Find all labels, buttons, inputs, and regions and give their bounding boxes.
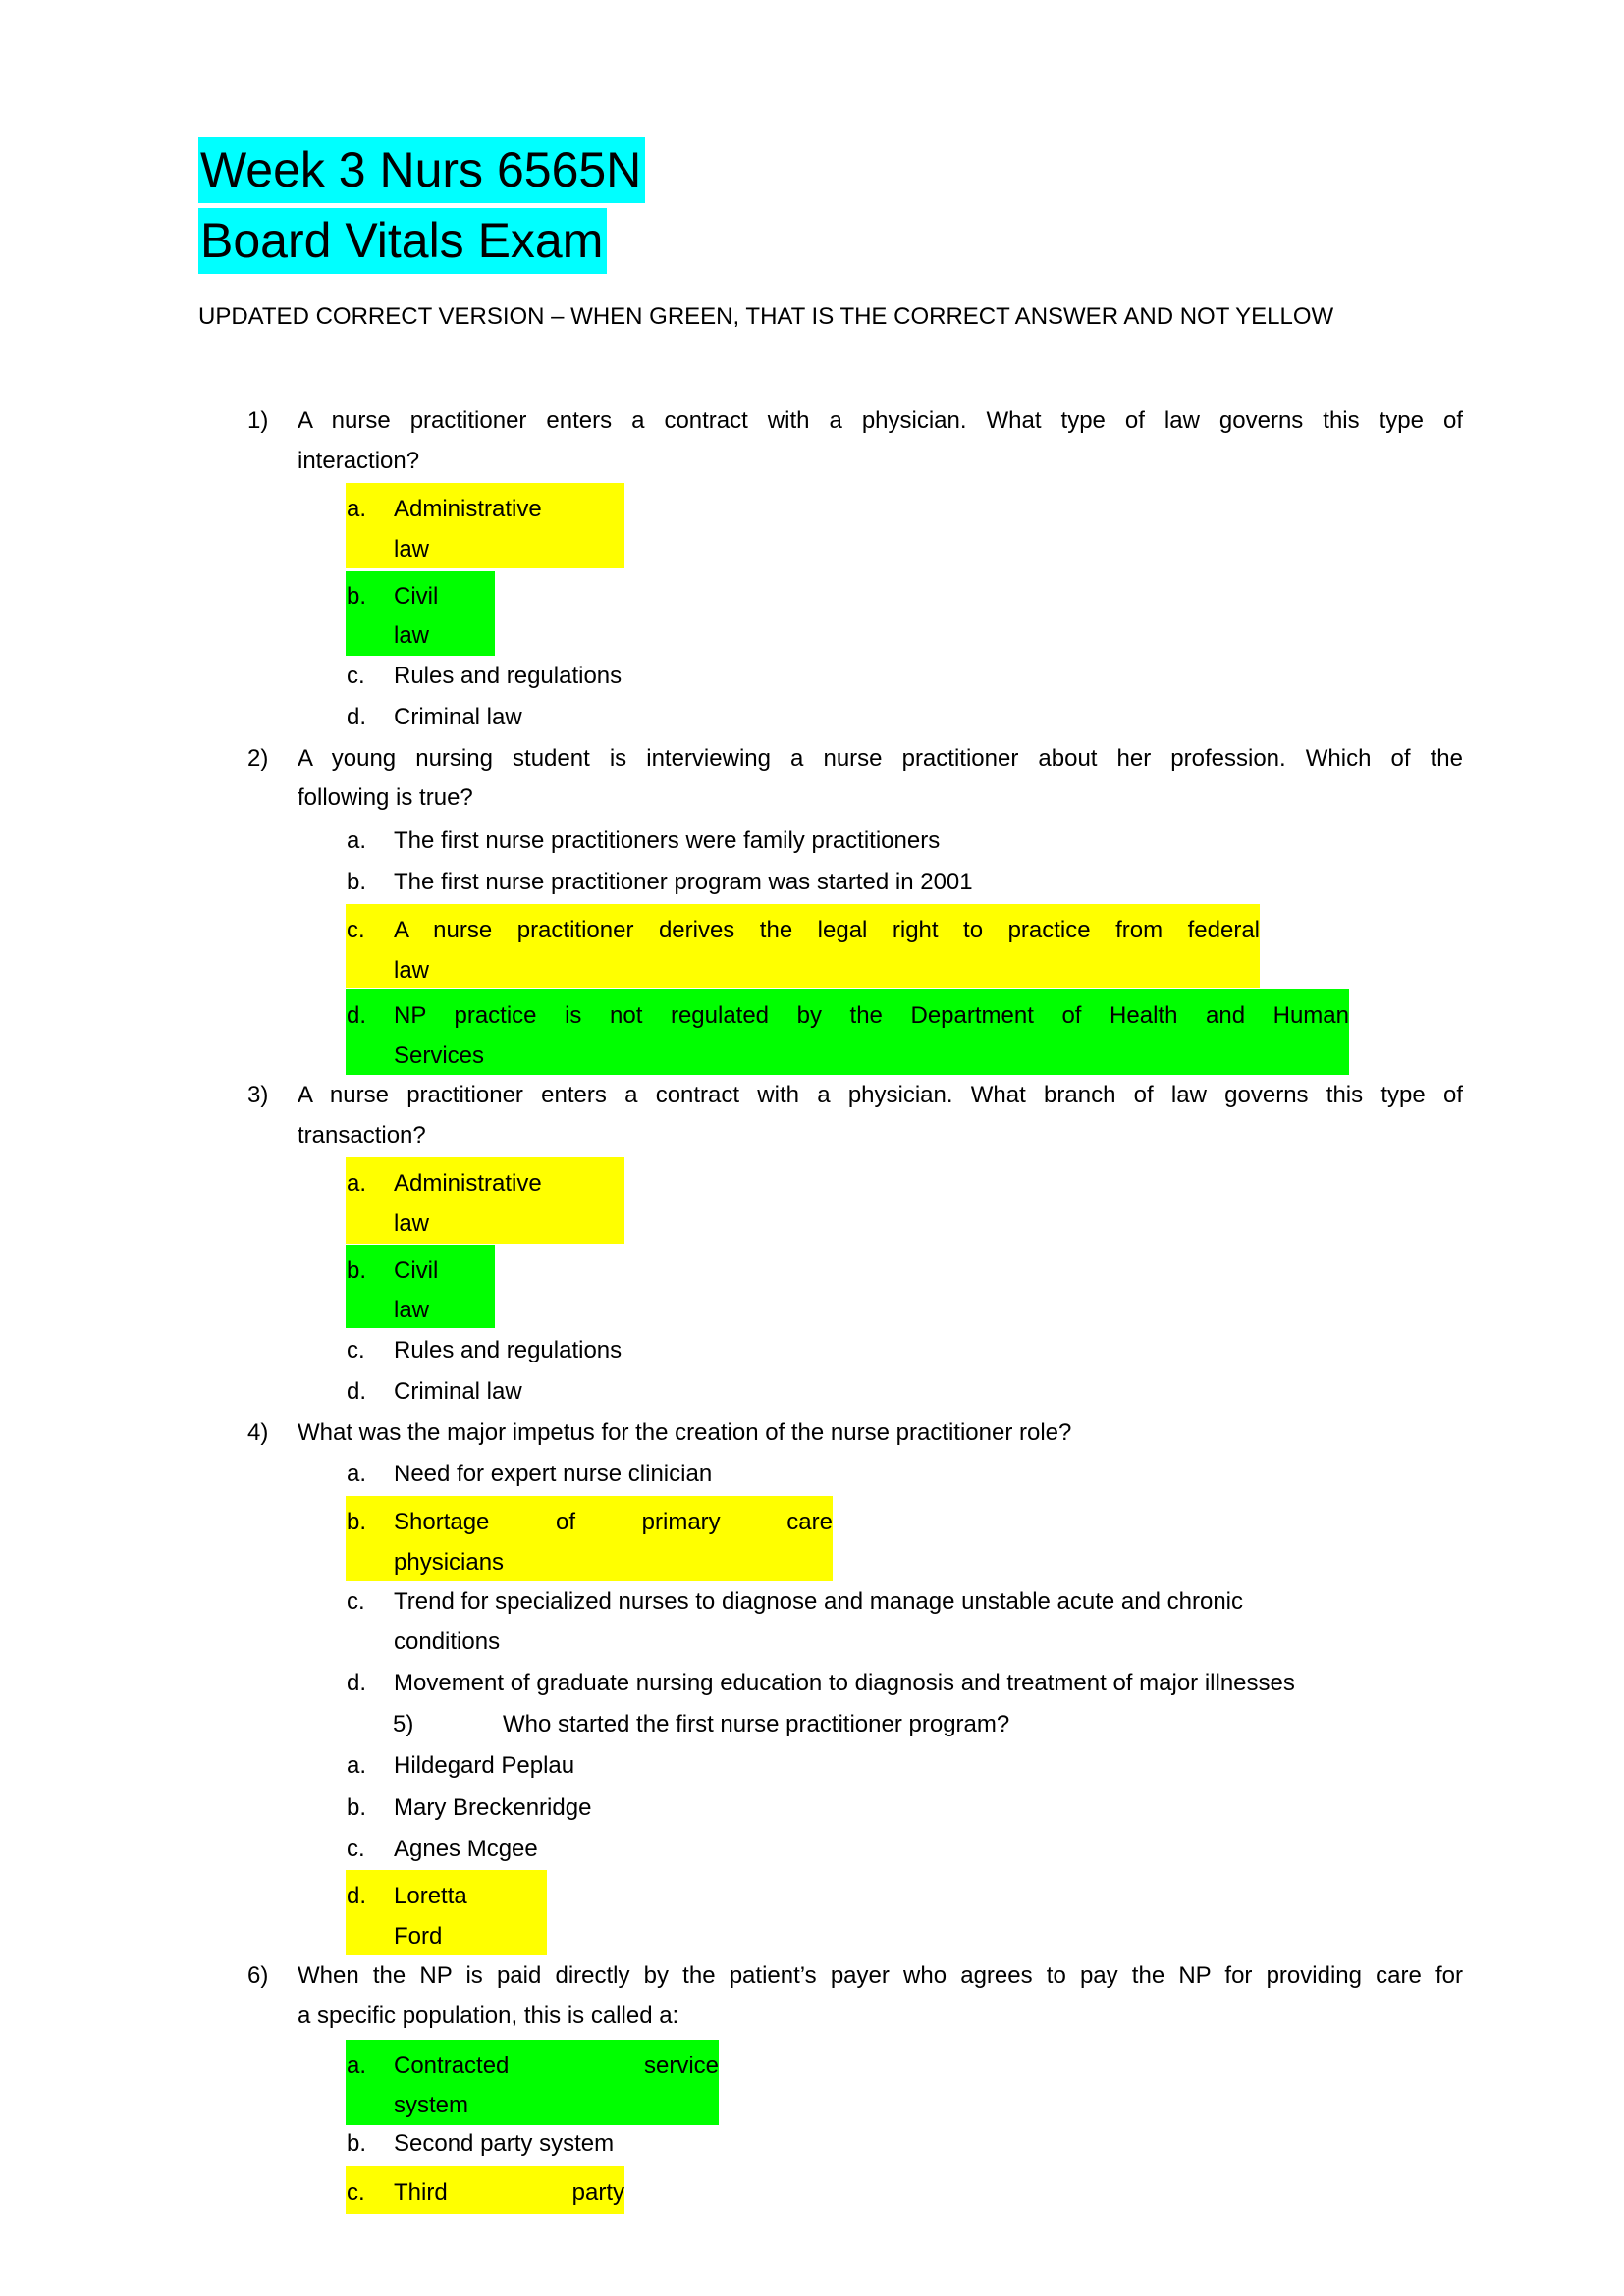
option-text: The first nurse practitioners were family practitioners [394, 828, 941, 854]
option-letter: d. [347, 1883, 367, 1909]
option-text: law [394, 536, 430, 562]
question-text: A nurse practitioner enters a contract with a physician. What type of law governs this type of [298, 407, 1463, 434]
option-letter: d. [347, 1002, 367, 1029]
question-text: When the NP is paid directly by the patient’s payer who agrees to pay the NP for providing care for [298, 1962, 1463, 1989]
option-text: law [394, 622, 430, 649]
option-text: Agnes Mcgee [394, 1836, 538, 1862]
option-letter: b. [347, 583, 367, 610]
option-text: Criminal law [394, 704, 522, 730]
option-text: Civil [394, 1257, 439, 1284]
question-number: 5) [393, 1711, 414, 1737]
question-text: A young nursing student is interviewing a nurse practitioner about her profession. Which of the [298, 745, 1463, 772]
option-letter: b. [347, 1794, 367, 1821]
option-text: Rules and regulations [394, 663, 623, 689]
option-text: Need for expert nurse clinician [394, 1461, 713, 1487]
option-text: law [394, 957, 430, 984]
option-text: Hildegard Peplau [394, 1752, 575, 1779]
option-text: NP practice is not regulated by the Department of Health and Human [394, 1002, 1349, 1029]
option-text: Criminal law [394, 1378, 522, 1405]
option-letter: b. [347, 1509, 367, 1535]
option-text: The first nurse practitioner program was started in 2001 [394, 869, 973, 895]
option-letter: a. [347, 2053, 367, 2079]
option-text: Ford [394, 1923, 443, 1949]
question-number: 4) [247, 1419, 269, 1446]
option-letter: c. [347, 917, 365, 943]
option-letter: c. [347, 1836, 365, 1862]
option-text: law [394, 1210, 430, 1237]
option-letter: a. [347, 1461, 367, 1487]
question-number: 6) [247, 1962, 269, 1989]
option-letter: a. [347, 1170, 367, 1197]
option-letter: a. [347, 828, 367, 854]
option-text: Second party system [394, 2130, 615, 2157]
option-letter: b. [347, 2130, 367, 2157]
option-letter: a. [347, 1752, 367, 1779]
option-letter: d. [347, 704, 367, 730]
option-letter: b. [347, 869, 367, 895]
option-text: system [394, 2092, 469, 2118]
question-number: 2) [247, 745, 269, 772]
option-text: Shortage of primary care [394, 1509, 833, 1535]
option-text: conditions [394, 1629, 501, 1655]
option-text: Trend for specialized nurses to diagnose and manage unstable acute and chronic [394, 1588, 1243, 1615]
option-letter: b. [347, 1257, 367, 1284]
option-text: Third party [394, 2179, 624, 2206]
question-text: Who started the first nurse practitioner program? [503, 1711, 1010, 1737]
question-text: A nurse practitioner enters a contract with a physician. What branch of law governs this type of [298, 1082, 1463, 1108]
document-subtitle: UPDATED CORRECT VERSION – WHEN GREEN, THAT IS THE CORRECT ANSWER AND NOT YELLOW [198, 303, 1334, 330]
option-text: Contracted service [394, 2053, 719, 2079]
question-text: a specific population, this is called a: [298, 2002, 679, 2029]
option-text: Loretta [394, 1883, 467, 1909]
option-letter: c. [347, 663, 365, 689]
option-letter: d. [347, 1670, 367, 1696]
document-title-line-2: Board Vitals Exam [198, 208, 607, 274]
question-text: interaction? [298, 448, 420, 474]
option-text: Administrative [394, 1170, 542, 1197]
option-text: law [394, 1297, 430, 1323]
question-text: What was the major impetus for the creation of the nurse practitioner role? [298, 1419, 1072, 1446]
option-text: Mary Breckenridge [394, 1794, 592, 1821]
option-letter: c. [347, 2179, 365, 2206]
option-text: Civil [394, 583, 439, 610]
question-text: transaction? [298, 1122, 426, 1148]
document-title-line-1: Week 3 Nurs 6565N [198, 137, 645, 203]
option-text: A nurse practitioner derives the legal right to practice from federal [394, 917, 1260, 943]
option-letter: a. [347, 496, 367, 522]
option-text: Services [394, 1042, 485, 1069]
option-text: Movement of graduate nursing education to diagnosis and treatment of major illnesses [394, 1670, 1295, 1696]
question-number: 1) [247, 407, 269, 434]
option-text: Rules and regulations [394, 1337, 623, 1363]
option-letter: d. [347, 1378, 367, 1405]
question-number: 3) [247, 1082, 269, 1108]
option-letter: c. [347, 1337, 365, 1363]
question-text: following is true? [298, 784, 473, 811]
option-text: physicians [394, 1549, 505, 1575]
option-text: Administrative [394, 496, 542, 522]
option-letter: c. [347, 1588, 365, 1615]
